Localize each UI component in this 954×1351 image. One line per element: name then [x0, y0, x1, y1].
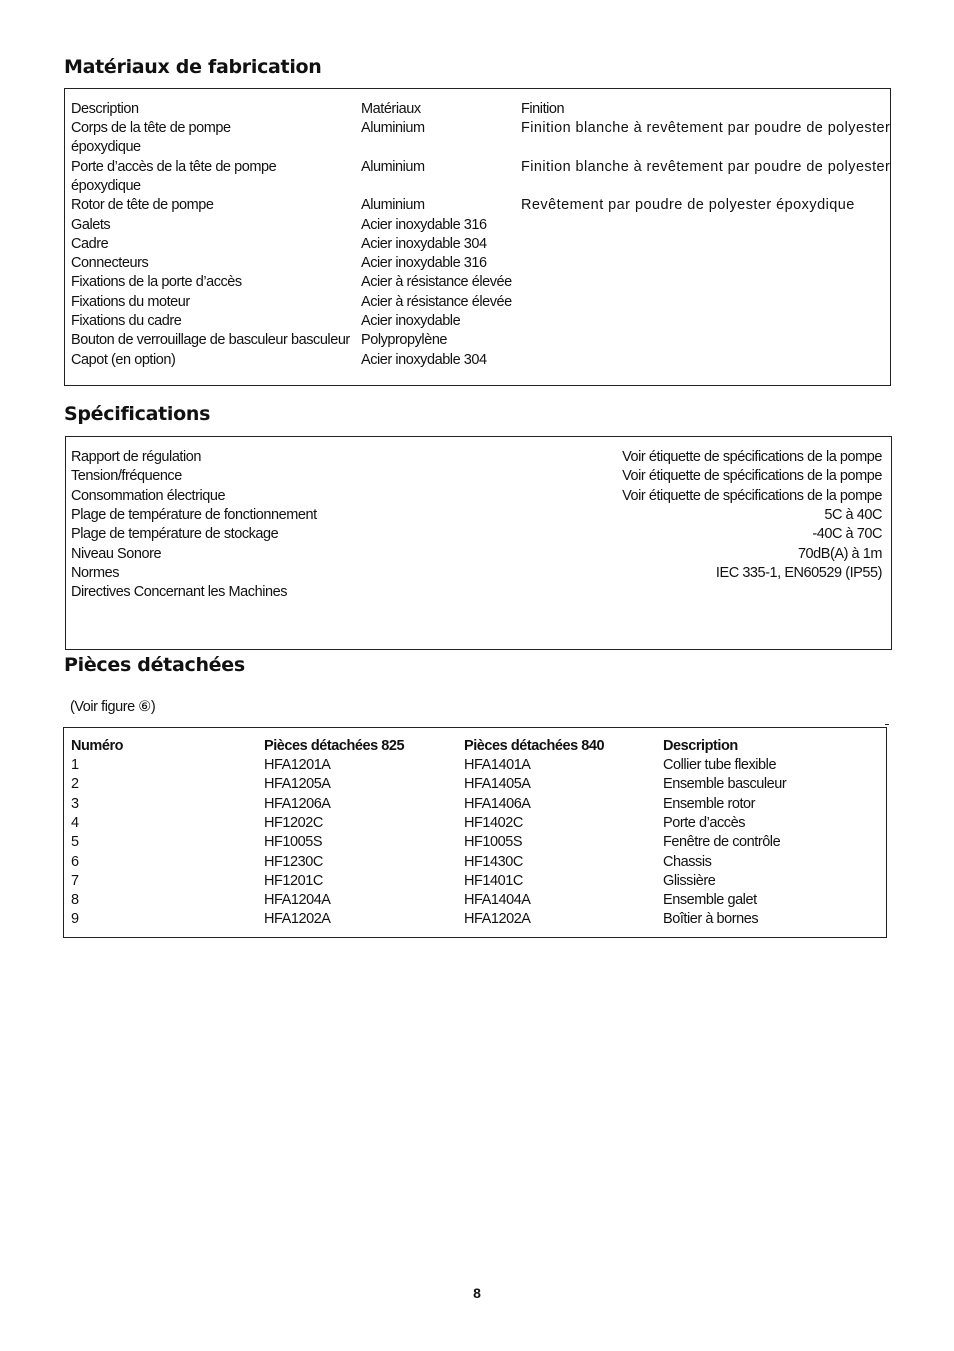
part-ref-840: HFA1404A: [464, 892, 531, 909]
parts-row: [64, 795, 886, 814]
material-finish: Finition blanche à revêtement par poudre de polyester: [521, 120, 891, 136]
materials-table: [64, 88, 891, 386]
materials-header-row: [65, 100, 890, 119]
spec-value: Voir étiquette de spécifications de la pompe: [622, 487, 882, 504]
spec-value: 5C à 40C: [824, 506, 882, 523]
material-type: Acier à résistance élevée: [361, 293, 512, 310]
material-type: Acier inoxydable: [361, 313, 461, 329]
spec-label: Consommation électrique: [71, 487, 226, 504]
specifications-row: [66, 583, 891, 602]
material-type: Acier à résistance élevée: [361, 274, 512, 291]
corner-tick: [885, 724, 889, 725]
material-part-name: Corps de la tête de pompe: [71, 120, 231, 136]
parts-row: [64, 853, 886, 872]
spec-value: 70dB(A) à 1m: [797, 545, 882, 562]
part-ref-825: HFA1206A: [264, 795, 331, 812]
spec-label: Directives Concernant les Machines: [71, 584, 287, 601]
material-finish: Finition blanche à revêtement par poudre de polyester: [521, 158, 891, 175]
material-part-name: Bouton de verrouillage de basculeur basculeur: [71, 332, 350, 349]
part-description: Glissière: [663, 872, 716, 889]
material-part-name: Rotor de tête de pompe: [71, 197, 214, 214]
materials-row: [65, 138, 890, 157]
spec-label: Normes: [71, 564, 120, 581]
parts-header-row: [64, 737, 886, 756]
materials-heading: Matériaux de fabrication: [64, 56, 322, 78]
part-ref-840: HF1430C: [464, 853, 523, 870]
page-number: 8: [473, 1285, 481, 1301]
part-ref-840: HF1402C: [464, 814, 523, 831]
specifications-row: [66, 506, 891, 525]
part-ref-840: HFA1405A: [464, 776, 531, 793]
material-part-name: Connecteurs: [71, 255, 149, 272]
spec-label: Plage de température de fonctionnement: [71, 506, 317, 523]
material-part-name: Cadre: [71, 235, 109, 252]
parts-row: [64, 833, 886, 852]
material-type: Acier inoxydable 304: [361, 351, 487, 368]
part-number: 7: [71, 872, 79, 889]
part-ref-840: HFA1202A: [464, 911, 531, 928]
material-part-name: Fixations de la porte d’accès: [71, 274, 242, 291]
parts-row: [64, 775, 886, 794]
materials-col-finish: Finition: [521, 101, 565, 117]
parts-row: [64, 756, 886, 775]
part-ref-825: HF1230C: [264, 853, 323, 870]
spec-label: Rapport de régulation: [71, 449, 202, 465]
material-type: Acier inoxydable 316: [361, 216, 487, 233]
parts-row: [64, 910, 886, 929]
materials-row: [65, 351, 890, 370]
figure-reference-note: (Voir figure ⑥): [70, 699, 156, 715]
specifications-row: [66, 564, 891, 583]
materials-row: [65, 177, 890, 196]
specifications-row: [66, 448, 891, 467]
part-number: 3: [71, 795, 79, 812]
material-part-name: Fixations du cadre: [71, 313, 182, 329]
part-description: Porte d’accès: [663, 814, 745, 831]
part-ref-825: HF1201C: [264, 872, 323, 889]
material-part-name: époxydique: [71, 139, 141, 156]
material-type: Acier inoxydable 304: [361, 235, 487, 252]
material-part-name: Capot (en option): [71, 351, 176, 368]
part-ref-825: HFA1202A: [264, 911, 331, 928]
parts-heading: Pièces détachées: [64, 654, 245, 676]
materials-row: [65, 273, 890, 292]
parts-row: [64, 891, 886, 910]
materials-row: [65, 235, 890, 254]
specifications-row: [66, 487, 891, 506]
part-number: 9: [71, 911, 79, 928]
materials-col-description: Description: [71, 101, 139, 117]
spec-value: Voir étiquette de spécifications de la pompe: [622, 468, 882, 485]
material-type: Polypropylène: [361, 332, 448, 349]
parts-row: [64, 872, 886, 891]
part-ref-840: HF1005S: [464, 834, 523, 851]
material-type: Acier inoxydable 316: [361, 255, 487, 272]
materials-row: [65, 312, 890, 331]
specifications-heading: Spécifications: [64, 403, 211, 425]
part-description: Collier tube flexible: [663, 757, 777, 773]
material-part-name: Porte d’accès de la tête de pompe: [71, 158, 277, 175]
part-ref-825: HFA1201A: [264, 757, 331, 773]
spec-value: IEC 335-1, EN60529 (IP55): [715, 564, 882, 581]
part-ref-840: HFA1401A: [464, 757, 531, 773]
material-type: Aluminium: [361, 158, 425, 175]
spec-label: Niveau Sonore: [71, 545, 162, 562]
parts-col-description: Description: [663, 738, 738, 754]
part-description: Boîtier à bornes: [663, 911, 759, 928]
spec-label: Plage de température de stockage: [71, 526, 279, 543]
part-ref-825: HFA1205A: [264, 776, 331, 793]
part-description: Ensemble galet: [663, 892, 757, 909]
part-description: Fenêtre de contrôle: [663, 834, 781, 851]
part-ref-825: HFA1204A: [264, 892, 331, 909]
parts-row: [64, 814, 886, 833]
materials-row: [65, 158, 890, 177]
spec-label: Tension/fréquence: [71, 468, 182, 485]
materials-row: [65, 254, 890, 273]
spec-value: -40C à 70C: [812, 526, 882, 543]
material-type: Aluminium: [361, 197, 425, 214]
material-type: Aluminium: [361, 120, 425, 136]
materials-row: [65, 331, 890, 350]
materials-row: [65, 196, 890, 215]
part-number: 5: [71, 834, 79, 851]
specifications-table: [65, 436, 892, 650]
parts-table: [63, 727, 887, 938]
part-number: 8: [71, 892, 79, 909]
part-description: Ensemble rotor: [663, 795, 756, 812]
materials-row: [65, 293, 890, 312]
specifications-row: [66, 545, 891, 564]
spec-value: Voir étiquette de spécifications de la pompe: [622, 449, 882, 465]
part-number: 6: [71, 853, 79, 870]
parts-col-840: Pièces détachées 840: [464, 738, 605, 754]
part-description: Ensemble basculeur: [663, 776, 787, 793]
material-part-name: Fixations du moteur: [71, 293, 190, 310]
material-part-name: Galets: [71, 216, 111, 233]
materials-col-materials: Matériaux: [361, 101, 421, 117]
part-number: 2: [71, 776, 79, 793]
specifications-row: [66, 525, 891, 544]
part-ref-840: HF1401C: [464, 872, 523, 889]
part-ref-825: HF1005S: [264, 834, 323, 851]
specifications-row: [66, 467, 891, 486]
part-number: 1: [71, 757, 79, 773]
material-finish: Revêtement par poudre de polyester époxydique: [521, 197, 855, 214]
materials-row: [65, 216, 890, 235]
part-number: 4: [71, 814, 79, 831]
parts-col-825: Pièces détachées 825: [264, 738, 405, 754]
materials-row: [65, 119, 890, 138]
part-description: Chassis: [663, 853, 712, 870]
material-part-name: époxydique: [71, 177, 141, 194]
part-ref-840: HFA1406A: [464, 795, 531, 812]
part-ref-825: HF1202C: [264, 814, 323, 831]
parts-col-number: Numéro: [71, 738, 124, 754]
